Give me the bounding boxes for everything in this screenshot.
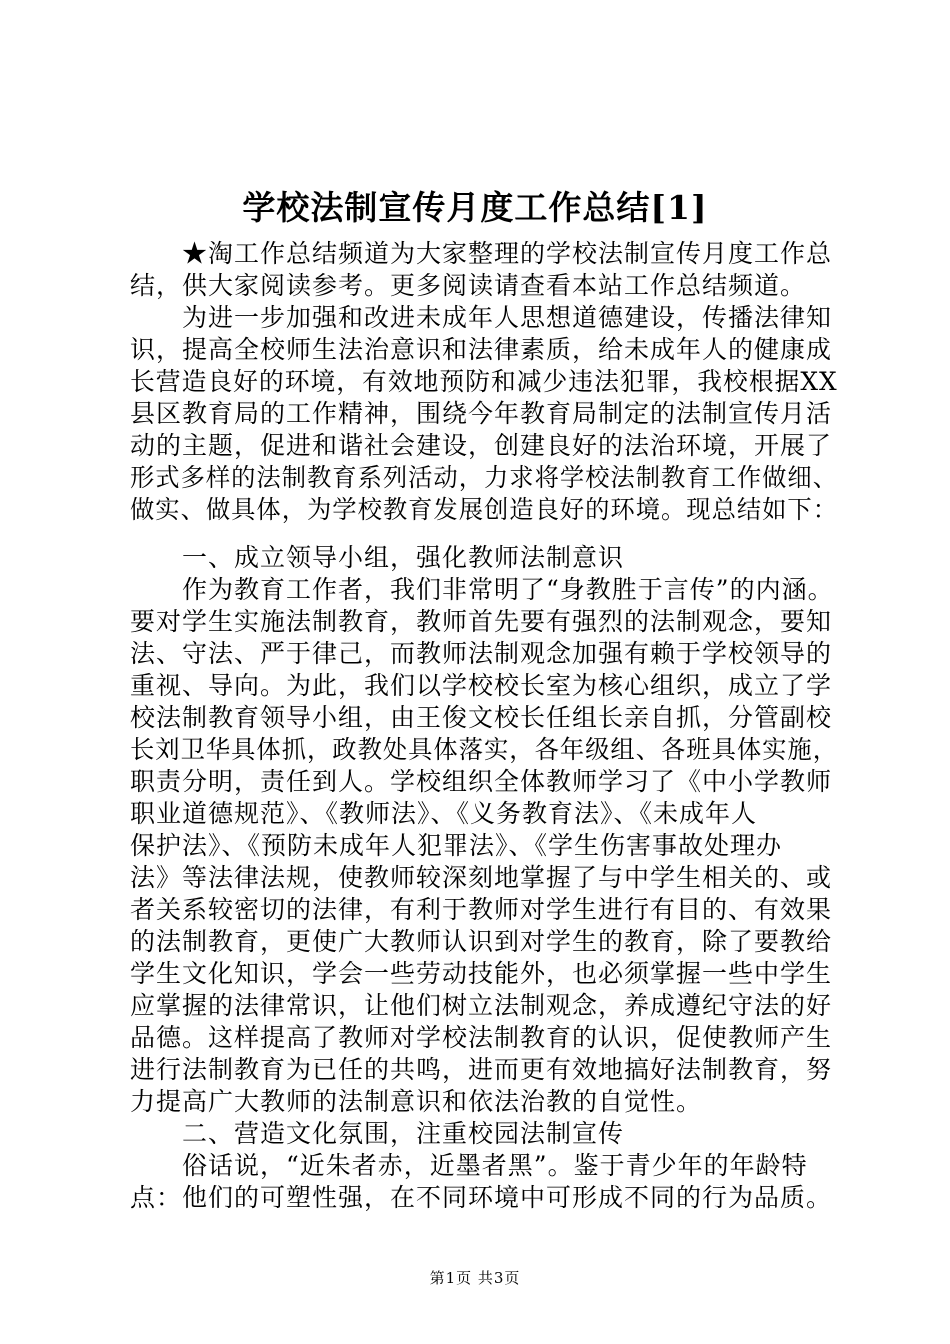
text-line: 应掌握的法律常识，让他们树立法制观念，养成遵纪守法的好 <box>130 991 833 1020</box>
text-line: 结，供大家阅读参考。更多阅读请查看本站工作总结频道。 <box>130 271 807 300</box>
text-line: 的法制教育，更使广大教师认识到对学生的教育，除了要教给 <box>130 927 833 956</box>
text-line: 要对学生实施法制教育，教师首先要有强烈的法制观念，要知 <box>130 607 833 636</box>
text-line: 职责分明，责任到人。学校组织全体教师学习了《中小学教师 <box>130 767 833 796</box>
text-line: 为进一步加强和改进未成年人思想道德建设，传播法律知 <box>182 303 833 332</box>
page-number-footer: 第1页 共3页 <box>429 1269 521 1287</box>
text-line: 点：他们的可塑性强，在不同环境中可形成不同的行为品质。 <box>130 1183 833 1212</box>
text-line: ★淘工作总结频道为大家整理的学校法制宣传月度工作总 <box>182 239 833 268</box>
text-line: 品德。这样提高了教师对学校法制教育的认识，促使教师产生 <box>130 1023 833 1052</box>
text-line: 保护法》、《预防未成年人犯罪法》、《学生伤害事故处理办 <box>130 831 783 860</box>
text-line: 进行法制教育为已任的共鸣，进而更有效地搞好法制教育，努 <box>130 1055 833 1084</box>
text-line: 者关系较密切的法律，有利于教师对学生进行有目的、有效果 <box>130 895 833 924</box>
text-line: 做实、做具体，为学校教育发展创造良好的环境。现总结如下： <box>130 495 839 524</box>
section-heading: 一、成立领导小组，强化教师法制意识 <box>182 543 625 572</box>
text-line: 县区教育局的工作精神，围绕今年教育局制定的法制宣传月活 <box>130 399 833 428</box>
document-title: 学校法制宣传月度工作总结[1] <box>242 188 708 227</box>
text-line: 力提高广大教师的法制意识和依法治教的自觉性。 <box>130 1087 703 1116</box>
text-line: 学生文化知识，学会一些劳动技能外，也必须掌握一些中学生 <box>130 959 833 988</box>
text-line: 重视、导向。为此，我们以学校校长室为核心组织，成立了学 <box>130 671 833 700</box>
text-line: 长营造良好的环境，有效地预防和减少违法犯罪，我校根据XX <box>130 367 838 396</box>
section-heading: 二、营造文化氛围，注重校园法制宣传 <box>182 1119 625 1148</box>
text-line: 识，提高全校师生法治意识和法律素质，给未成年人的健康成 <box>130 335 833 364</box>
text-line: 动的主题，促进和谐社会建设，创建良好的法治环境，开展了 <box>130 431 833 460</box>
text-line: 职业道德规范》、《教师法》、《义务教育法》、《未成年人 <box>130 799 758 828</box>
text-line: 作为教育工作者，我们非常明了“身教胜于言传”的内涵。 <box>182 575 834 604</box>
text-line: 法、守法、严于律己，而教师法制观念加强有赖于学校领导的 <box>130 639 833 668</box>
text-line: 俗话说，“近朱者赤，近墨者黑”。鉴于青少年的年龄特 <box>182 1151 808 1180</box>
text-line: 形式多样的法制教育系列活动，力求将学校法制教育工作做细、 <box>130 463 839 492</box>
text-line: 校法制教育领导小组，由王俊文校长任组长亲自抓，分管副校 <box>130 703 833 732</box>
text-line: 法》等法律法规，使教师较深刻地掌握了与中学生相关的、或 <box>130 863 833 892</box>
text-line: 长刘卫华具体抓，政教处具体落实，各年级组、各班具体实施， <box>130 735 839 764</box>
